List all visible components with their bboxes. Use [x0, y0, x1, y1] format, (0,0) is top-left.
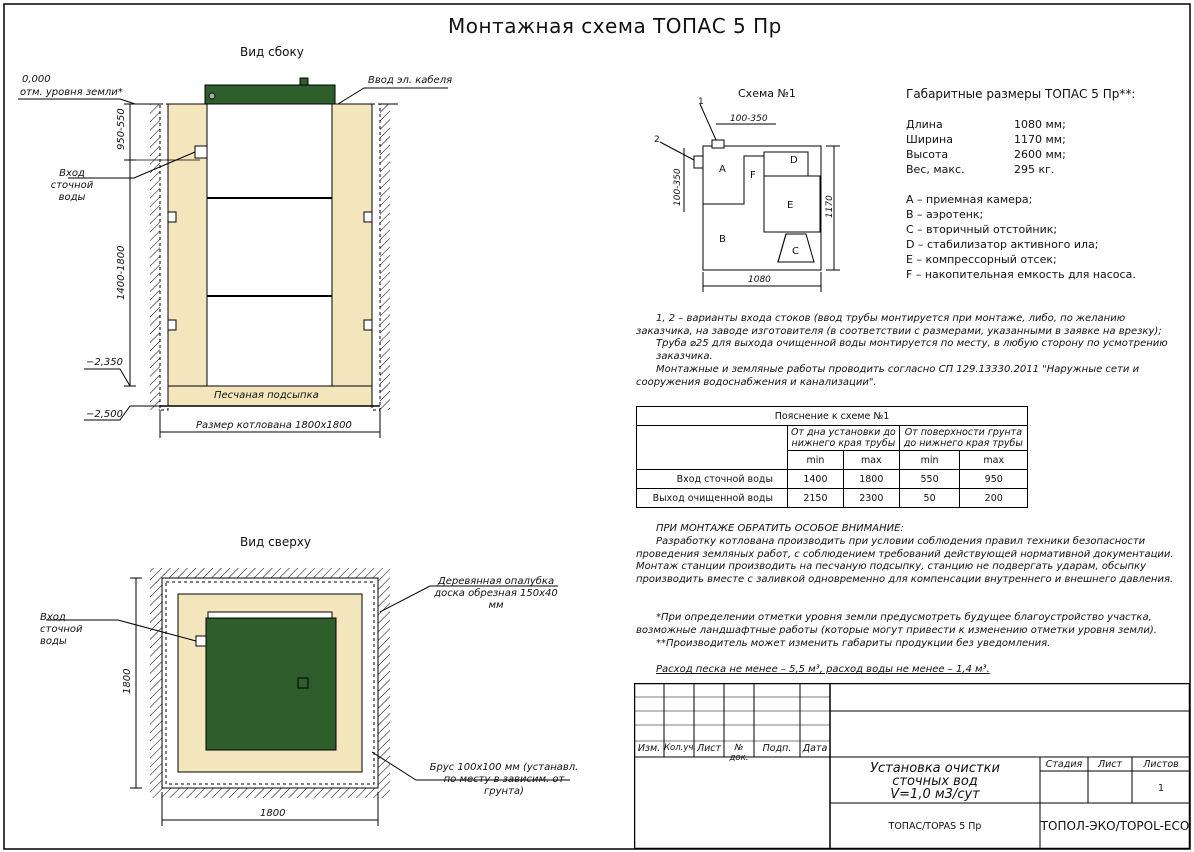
- wastewater-input-label: Вход сточной воды: [50, 168, 94, 203]
- table-min: min: [899, 451, 960, 470]
- scheme-label-1: 1: [698, 97, 704, 107]
- table-max: max: [843, 451, 899, 470]
- dim-row-value: 295 кг.: [1014, 163, 1055, 176]
- page-title: Монтажная схема ТОПАС 5 Пр: [448, 14, 782, 38]
- side-view-heading: Вид сбоку: [240, 45, 304, 59]
- attention-text: Разработку котлована производить при условии соблюдения правил техники безопасности проведения земляных работ, с соблюдением требований действующей нормативной документации. Монтаж станции производить на песчаную подсыпку, станцию не подвергать ударам, обсыпку производить вместе с заливкой одновременно для компенсации внутреннего и внешнего давления.: [636, 536, 1174, 585]
- table-cell: 200: [960, 489, 1028, 508]
- dim-row-label: Ширина: [906, 133, 953, 146]
- table-group-1: От дна установки до нижнего края трубы: [788, 426, 900, 451]
- stamp-sheets-value: 1: [1157, 783, 1165, 794]
- note-3: Монтажные и земляные работы проводить согласно СП 129.13330.2011 "Наружные сети и сооружения водоснабжения и канализации".: [636, 364, 1140, 388]
- dim-row-value: 1080 мм;: [1014, 118, 1066, 131]
- tank-body: [207, 104, 332, 386]
- dimensions-heading: Габаритные размеры ТОПАС 5 Пр**:: [906, 87, 1136, 101]
- dim-row-label: Высота: [906, 148, 949, 161]
- table-min: min: [788, 451, 844, 470]
- stamp-col: № док.: [729, 743, 749, 763]
- table-row: [637, 489, 1028, 508]
- stamp-product: ТОПАС/TOPAS 5 Пр: [888, 821, 982, 832]
- legend-item: C – вторичный отстойник;: [906, 223, 1058, 236]
- scheme-dim-bottom: 1080: [748, 275, 771, 285]
- table-row: [637, 470, 1028, 489]
- stamp-col: Лист: [696, 743, 722, 754]
- table-title: Пояснение к схеме №1: [637, 407, 1028, 426]
- note-2: Труба ⌀25 для выхода очищенной воды монтируется по месту, в любую сторону по усмотрению заказчика.: [656, 338, 1168, 362]
- stamp-sheet: Лист: [1097, 759, 1123, 770]
- ground-level-caption: отм. уровня земли*: [20, 87, 123, 98]
- note-1: 1, 2 – варианты входа стоков (ввод трубы монтируется при монтаже, либо, по желанию заказчика, на заводе изготовителя (в соответствии с размерами, указанными в заявке на врезку);: [636, 313, 1162, 337]
- scheme-label-2: 2: [654, 135, 660, 145]
- dim-row-label: Длина: [906, 118, 943, 131]
- title-block: [634, 683, 1190, 849]
- scheme-dim-top: 100-350: [730, 114, 768, 124]
- soil-hatch-left: [150, 104, 160, 410]
- legend-item: D – стабилизатор активного ила;: [906, 238, 1099, 251]
- table-row-label: Выход очищенной воды: [637, 489, 788, 508]
- legend-item: B – аэротенк;: [906, 208, 984, 221]
- pit-size-label: Размер котлована 1800х1800: [196, 420, 352, 431]
- table-cell: 2150: [788, 489, 844, 508]
- stamp-name-1: Установка очистки: [870, 761, 1000, 776]
- explanation-table: [636, 406, 1028, 508]
- legend-item: F – накопительная емкость для насоса.: [906, 268, 1136, 281]
- inlet-pipe-side: [195, 146, 207, 158]
- scheme-dim-left: 100-350: [673, 168, 683, 206]
- top-dim-bottom: 1800: [260, 808, 286, 819]
- dim-row-value: 1170 мм;: [1014, 133, 1066, 146]
- footnote-1: *При определении отметки уровня земли предусмотреть будущее благоустройство участка, возможные ландшафтные работы (которые могут привести к изменению отметки уровня земли).: [636, 612, 1157, 636]
- stamp-col: Кол.уч.: [664, 743, 697, 753]
- legend-item: E – компрессорный отсек;: [906, 253, 1057, 266]
- top-dim-side: 1800: [122, 668, 133, 694]
- chamber-b: B: [719, 234, 726, 245]
- tank-lid: [205, 85, 335, 104]
- table-cell: 950: [960, 470, 1028, 489]
- stamp-name-3: V=1,0 м3/сут: [890, 787, 980, 802]
- stamp-col: Дата: [802, 743, 828, 754]
- stamp-stage: Стадия: [1045, 759, 1083, 770]
- cable-input-label: Ввод эл. кабеля: [368, 75, 453, 86]
- scheme-heading: Схема №1: [738, 87, 796, 100]
- table-row-label: Вход сточной воды: [637, 470, 788, 489]
- chamber-c: C: [792, 246, 799, 257]
- stamp-sheets: Листов: [1143, 759, 1179, 770]
- chamber-f: F: [750, 170, 756, 181]
- table-cell: 2300: [843, 489, 899, 508]
- table-cell: 50: [899, 489, 960, 508]
- stamp-col: Изм.: [637, 743, 661, 754]
- dim-top-side: 950-550: [116, 108, 127, 150]
- footnote-2: **Производитель может изменить габариты продукции без уведомления.: [656, 638, 1051, 649]
- table-group-2: От поверхности грунта до нижнего края трубы: [899, 426, 1027, 451]
- level-bottom-mark: −2,500: [86, 409, 124, 420]
- table-cell: 1400: [788, 470, 844, 489]
- chamber-a: A: [719, 164, 726, 175]
- top-wastewater-input-label: Вход сточной воды: [40, 612, 83, 647]
- formwork-label: Деревянная опалубка доска обрезная 150х40 мм: [434, 576, 558, 611]
- dim-middle-side: 1400-1800: [116, 245, 127, 300]
- table-cell: 1800: [843, 470, 899, 489]
- table-max: max: [960, 451, 1028, 470]
- level-mid-mark: −2,350: [86, 357, 124, 368]
- side-view-drawing: [18, 78, 448, 438]
- table-cell: 550: [899, 470, 960, 489]
- stamp-name-2: сточных вод: [892, 774, 978, 789]
- consumption-note: Расход песка не менее – 5,5 м³, расход воды не менее – 1,4 м³.: [656, 664, 990, 675]
- attention-heading: ПРИ МОНТАЖЕ ОБРАТИТЬ ОСОБОЕ ВНИМАНИЕ:: [656, 523, 904, 534]
- stamp-company: ТОПОЛ-ЭКО/TOPOL-ECO: [1040, 819, 1190, 833]
- ground-level-mark: 0,000: [22, 74, 51, 85]
- scheme-1-drawing: [660, 104, 840, 292]
- dim-row-label: Вес, макс.: [906, 163, 965, 176]
- chamber-d: D: [790, 155, 798, 166]
- tank-top: [206, 618, 336, 750]
- scheme-dim-right: 1170: [825, 195, 835, 218]
- stamp-col: Подп.: [762, 743, 792, 754]
- sand-bed-label: Песчаная подсыпка: [214, 390, 319, 401]
- beam-label: Брус 100х100 мм (устанавл. по месту в зависим. от грунта): [429, 762, 579, 797]
- dim-row-value: 2600 мм;: [1014, 148, 1066, 161]
- top-view-heading: Вид сверху: [240, 535, 312, 549]
- soil-hatch-right: [380, 104, 390, 410]
- legend-item: A – приемная камера;: [906, 193, 1033, 206]
- chamber-e: E: [787, 200, 794, 211]
